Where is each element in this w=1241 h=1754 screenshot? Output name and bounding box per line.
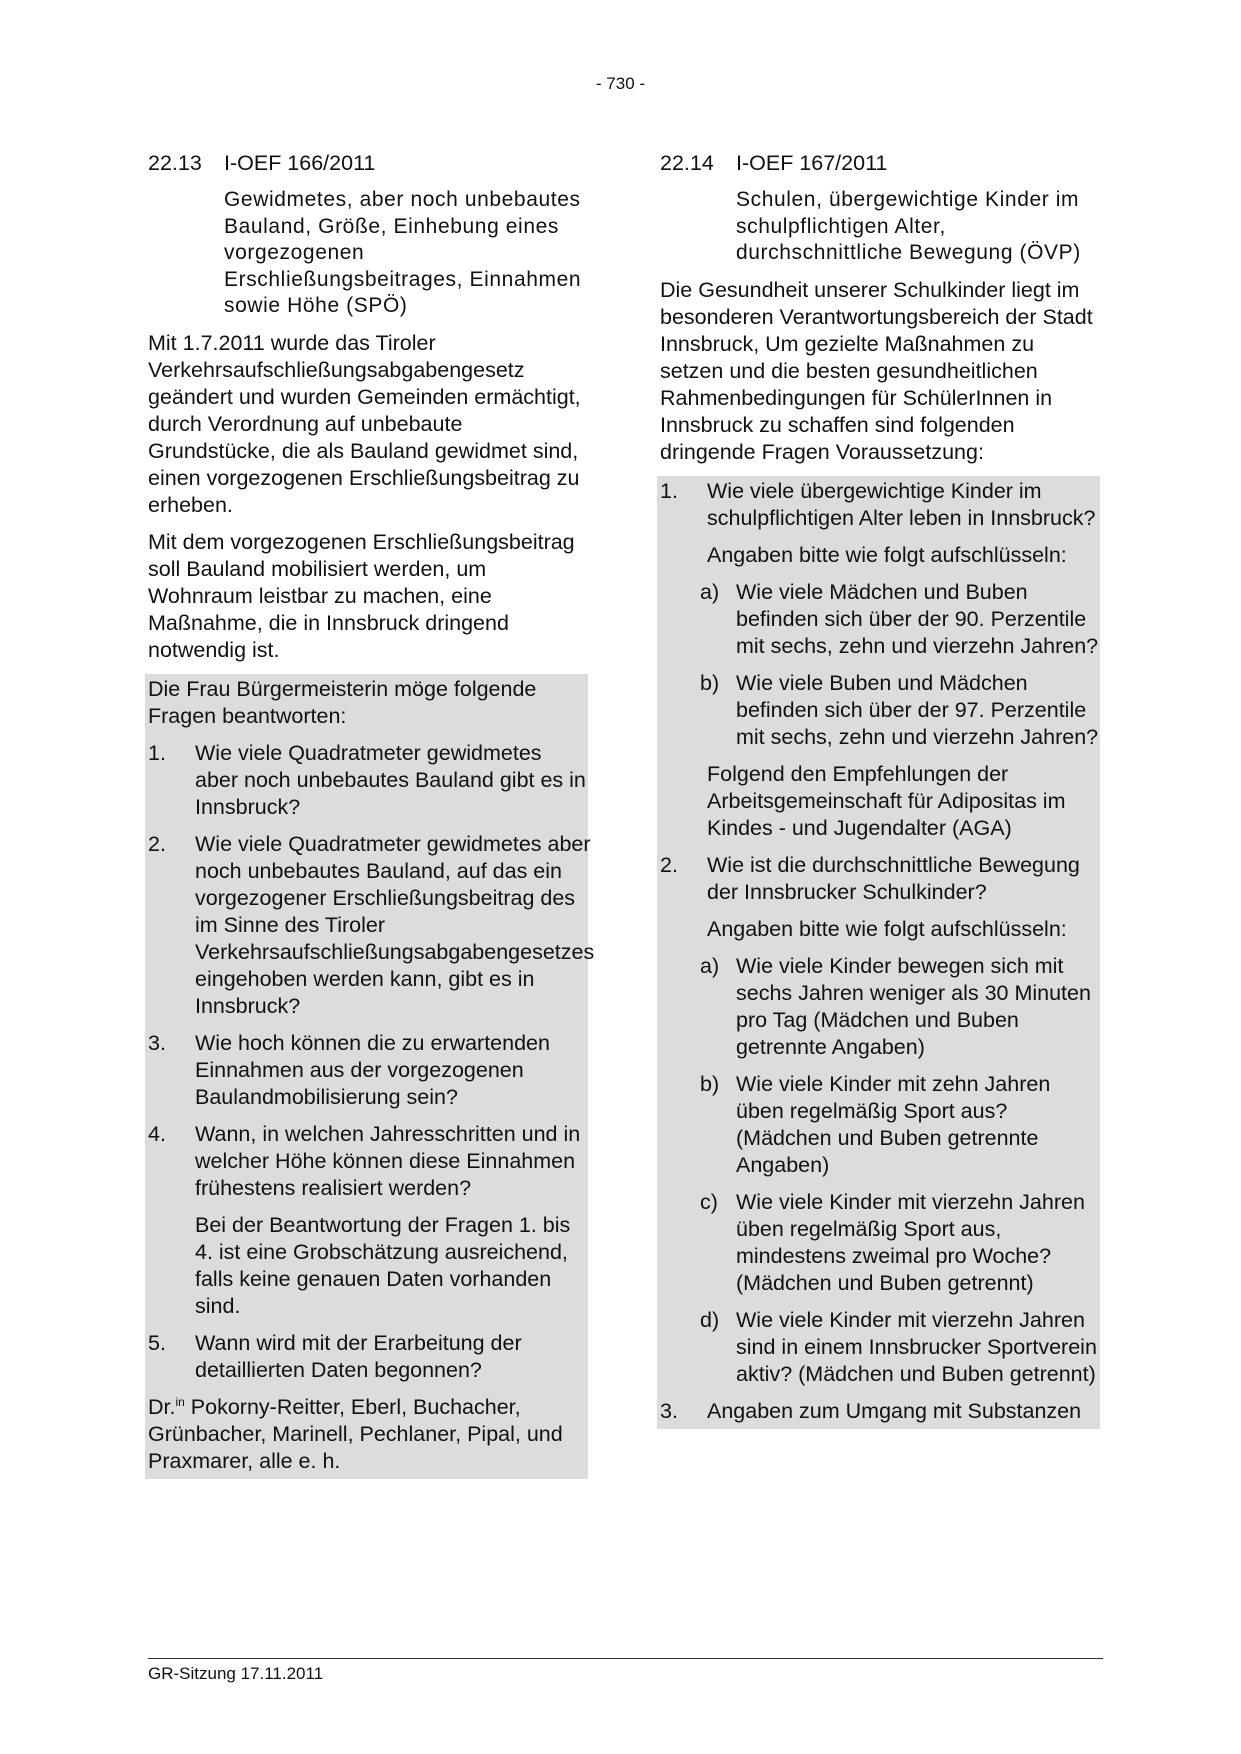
item-id: I-OEF 166/2011 xyxy=(224,151,376,175)
item-heading xyxy=(660,150,1100,177)
question-block xyxy=(657,476,1100,1429)
sub-question-text: Wie viele Buben und Mädchen befinden sich über der 97. Perzentile mit sechs, zehn und vierzehn Jahren? xyxy=(736,670,1099,749)
body-paragraph: Die Gesundheit unserer Schulkinder liegt im besonderen Verantwortungsbereich der Stadt Innsbruck, Um gezielte Maßnahmen zu setzen und die besten gesundheitlichen Rahmenbedingungen für SchülerInnen in Innsbruck zu schaffen sind folgenden dringende Fragen Voraussetzung: xyxy=(660,277,1093,464)
footer-rule xyxy=(148,1658,1103,1659)
question-number: 3. xyxy=(148,1030,166,1055)
signers xyxy=(148,1394,588,1475)
question-item xyxy=(148,1030,588,1111)
item-number: 22.13 xyxy=(148,151,202,175)
question-number: 3. xyxy=(660,1398,678,1423)
left-column xyxy=(148,150,595,1479)
signers-sup: in xyxy=(175,1394,185,1409)
question-item xyxy=(660,1398,1100,1425)
question-note: Angaben bitte wie folgt aufschlüsseln: xyxy=(707,916,1067,941)
sub-question-label: b) xyxy=(700,1071,720,1096)
sub-question-label: b) xyxy=(700,670,720,695)
body-paragraph: Mit dem vorgezogenen Erschließungsbeitrag soll Bauland mobilisiert werden, um Wohnraum leistbar zu machen, eine Maßnahme, die in Innsbruck dringend notwendig ist. xyxy=(148,529,575,662)
question-note: Angaben bitte wie folgt aufschlüsseln: xyxy=(707,542,1067,567)
signers-names: Pokorny-Reitter, Eberl, Buchacher, Grünbacher, Marinell, Pechlaner, Pipal, und Praxmarer, alle e. h. xyxy=(148,1394,563,1473)
question-note: Folgend den Empfehlungen der Arbeitsgemeinschaft für Adipositas im Kindes - und Jugendalter (AGA) xyxy=(707,761,1066,840)
right-column xyxy=(660,150,1100,1429)
sub-question-text: Wie viele Kinder mit vierzehn Jahren üben regelmäßig Sport aus, mindestens zweimal pro Woche? (Mädchen und Buben getrennt) xyxy=(736,1189,1085,1295)
sub-question-label: c) xyxy=(700,1189,718,1214)
sub-question-text: Wie viele Kinder bewegen sich mit sechs Jahren weniger als 30 Minuten pro Tag (Mädchen und Buben getrennte Angaben) xyxy=(736,953,1091,1059)
question-item xyxy=(660,478,1100,532)
sub-question xyxy=(700,1189,1100,1297)
question-text: Angaben zum Umgang mit Substanzen xyxy=(707,1398,1082,1423)
question-text: Wie viele Quadratmeter gewidmetes aber noch unbebautes Bauland, auf das ein vorgezogener Erschließungsbeitrag des im Sinne des Tiroler Verkehrsaufschließungsabgabengesetzes eingehoben werden kann, gibt es in Innsbruck? xyxy=(195,831,595,1018)
item-number: 22.14 xyxy=(660,151,714,175)
question-item xyxy=(148,740,588,821)
question-text: Wie viele übergewichtige Kinder im schulpflichtigen Alter leben in Innsbruck? xyxy=(707,478,1096,530)
question-text: Wie ist die durchschnittliche Bewegung der Innsbrucker Schulkinder? xyxy=(707,852,1080,904)
question-item xyxy=(148,831,595,1020)
question-item xyxy=(148,1121,588,1202)
question-text: Wie viele Quadratmeter gewidmetes aber noch unbebautes Bauland gibt es in Innsbruck? xyxy=(195,740,586,819)
question-text: Wie hoch können die zu erwartenden Einnahmen aus der vorgezogenen Baulandmobilisierung sein? xyxy=(195,1030,550,1109)
sub-question-label: d) xyxy=(700,1307,720,1332)
sub-question xyxy=(700,1307,1100,1388)
question-number: 2. xyxy=(660,852,678,877)
page-number: - 730 - xyxy=(595,74,646,93)
body-paragraph: Mit 1.7.2011 wurde das Tiroler Verkehrsaufschließungsabgabengesetz geändert und wurden Gemeinden ermächtigt, durch Verordnung auf unbebaute Grundstücke, die als Bauland gewidmet sind, einen vorgezogenen Erschließungsbeitrag zu erheben. xyxy=(148,330,581,517)
sub-question-text: Wie viele Kinder mit vierzehn Jahren sind in einem Innsbrucker Sportverein aktiv? (Mädchen und Buben getrennt) xyxy=(736,1307,1097,1386)
item-heading xyxy=(148,150,588,177)
sub-question-text: Wie viele Kinder mit zehn Jahren üben regelmäßig Sport aus? (Mädchen und Buben getrennte Angaben) xyxy=(736,1071,1051,1177)
question-number: 2. xyxy=(148,831,166,856)
item-id: I-OEF 167/2011 xyxy=(736,151,888,175)
item-subtitle: Schulen, übergewichtige Kinder im schulpflichtigen Alter, durchschnittliche Bewegung (ÖVP) xyxy=(736,188,1081,264)
sub-question xyxy=(700,1071,1100,1179)
question-intro: Die Frau Bürgermeisterin möge folgende Fragen beantworten: xyxy=(148,676,537,728)
signers-title: Dr. xyxy=(148,1394,176,1419)
sub-question xyxy=(700,670,1100,751)
question-text: Wann wird mit der Erarbeitung der detaillierten Daten begonnen? xyxy=(195,1330,522,1382)
sub-question-label: a) xyxy=(700,579,720,604)
footer-text: GR-Sitzung 17.11.2011 xyxy=(148,1664,324,1683)
question-number: 5. xyxy=(148,1330,166,1355)
sub-question xyxy=(700,579,1100,660)
question-item xyxy=(660,852,1100,906)
question-number: 1. xyxy=(660,478,678,503)
question-block xyxy=(145,674,595,1479)
question-number: 4. xyxy=(148,1121,166,1146)
question-number: 1. xyxy=(148,740,166,765)
question-text: Wann, in welchen Jahresschritten und in welcher Höhe können diese Einnahmen frühestens realisiert werden? xyxy=(195,1121,581,1200)
question-note: Bei der Beantwortung der Fragen 1. bis 4. ist eine Grobschätzung ausreichend, falls keine genauen Daten vorhanden sind. xyxy=(195,1212,571,1318)
sub-question-text: Wie viele Mädchen und Buben befinden sich über der 90. Perzentile mit sechs, zehn und vierzehn Jahren? xyxy=(736,579,1099,658)
item-subtitle: Gewidmetes, aber noch unbebautes Bauland, Größe, Einhebung eines vorgezogenen Erschließungsbeitrages, Einnahmen sowie Höhe (SPÖ) xyxy=(224,188,582,317)
question-item xyxy=(148,1330,588,1384)
sub-question-label: a) xyxy=(700,953,720,978)
sub-question xyxy=(700,953,1100,1061)
